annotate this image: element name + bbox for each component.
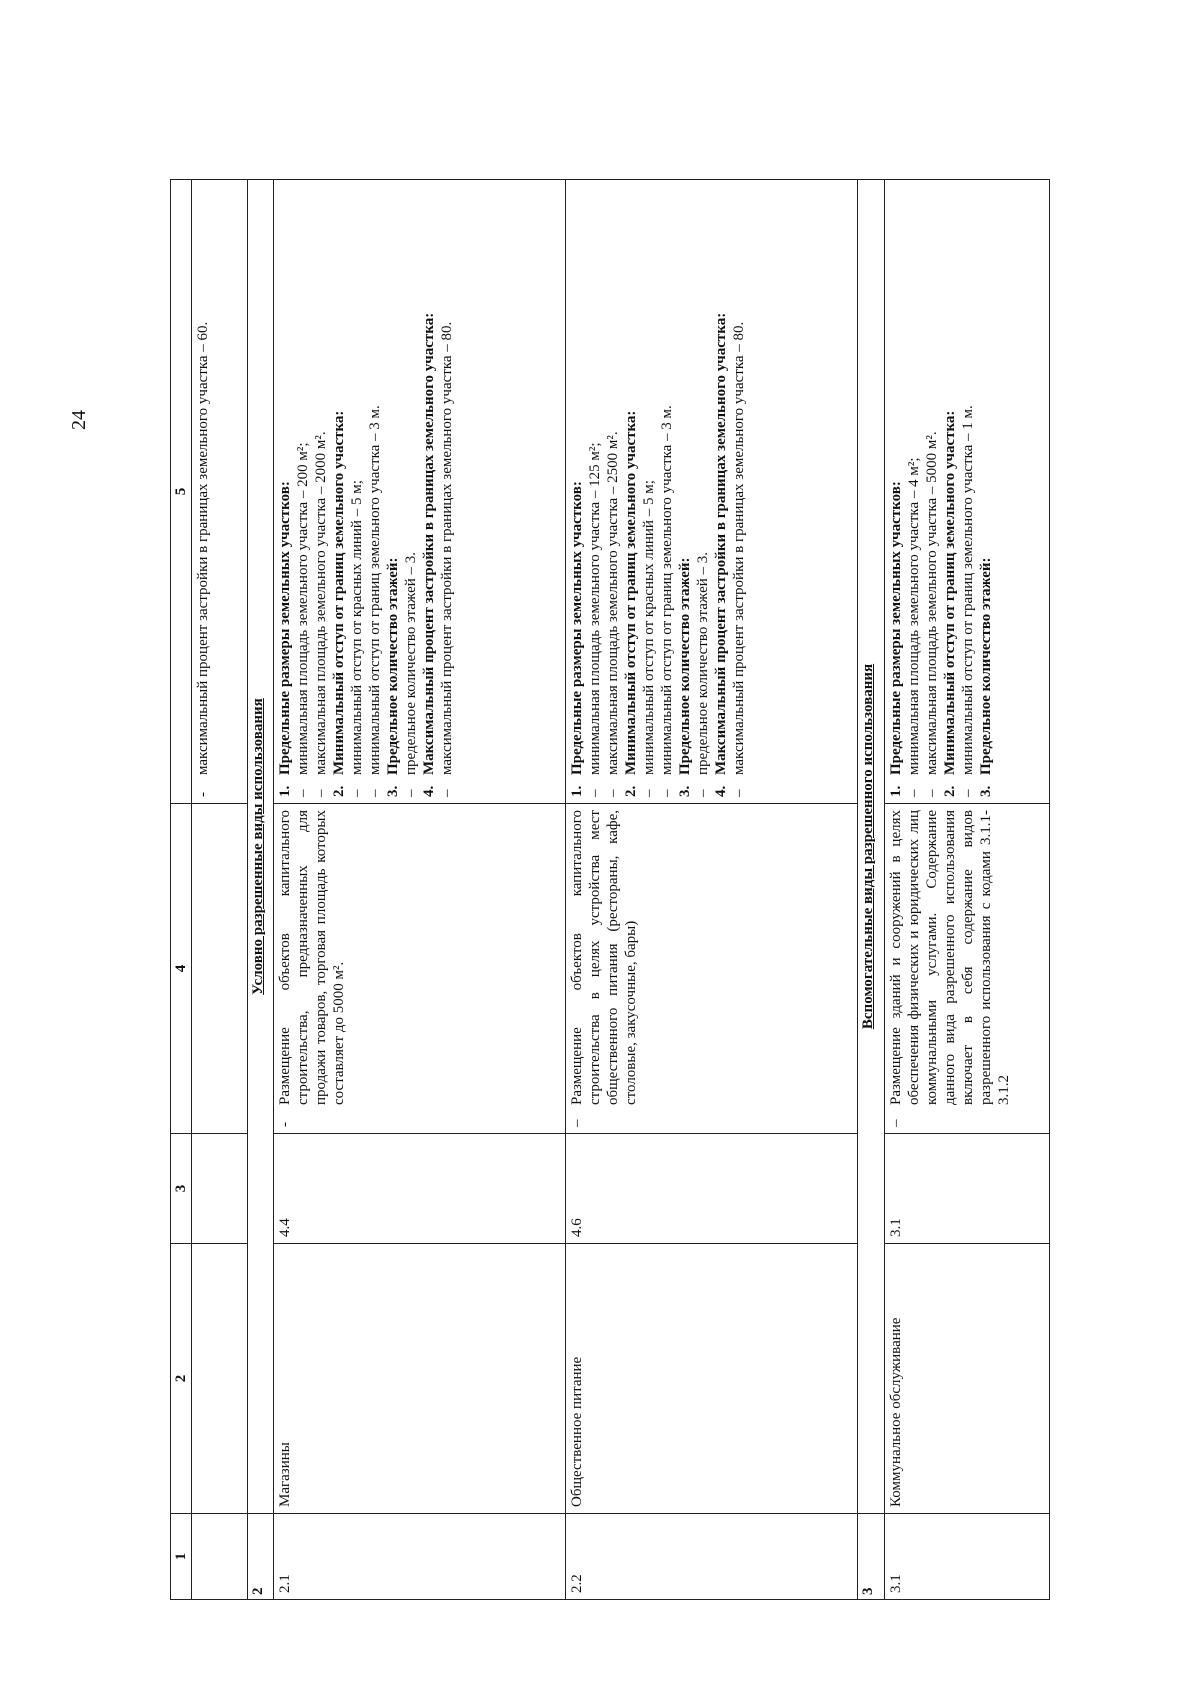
parameters-cell xyxy=(566,180,858,804)
parameter-text: максимальная площадь земельного участка – 2500 м². xyxy=(605,431,622,775)
parameter-text: минимальный отступ от границ земельного участка – 3 м. xyxy=(367,405,384,775)
section-header-row xyxy=(858,180,884,1600)
list-marker: – xyxy=(605,789,622,797)
parameter-item xyxy=(586,186,604,797)
row-number: 2.2 xyxy=(566,1514,858,1600)
parameter-item xyxy=(640,186,658,797)
parameter-item xyxy=(366,186,384,797)
parameter-item xyxy=(420,186,438,797)
parameter-item xyxy=(294,186,312,797)
list-marker: – xyxy=(403,789,420,797)
list-marker: 3. xyxy=(977,785,994,797)
parameter-item xyxy=(348,186,366,797)
land-use-table xyxy=(170,179,1050,1600)
parameter-item xyxy=(905,186,923,797)
row-number: 2.1 xyxy=(274,1514,566,1600)
list-marker: - xyxy=(195,792,211,797)
use-code: 4.4 xyxy=(274,1134,566,1244)
parameter-text: минимальный отступ от красных линий – 5 м; xyxy=(349,480,366,775)
parameter-item xyxy=(658,186,676,797)
parameter-item xyxy=(977,186,995,797)
use-description-cell xyxy=(884,804,1049,1134)
list-marker: 1. xyxy=(569,785,586,797)
list-marker: – xyxy=(959,789,976,797)
use-code: 4.6 xyxy=(566,1134,858,1244)
parameter-text: минимальный отступ от красных линий – 5 м; xyxy=(641,480,658,775)
list-marker: – xyxy=(905,789,922,797)
use-description: Размещение объектов капитального строительства, предназначенных для продажи товаров, торговая площадь которых составляет до 5000 м². xyxy=(277,810,348,1105)
continuation-text: максимальный процент застройки в границах земельного участка – 60. xyxy=(195,321,211,775)
parameter-item xyxy=(438,186,456,797)
parameter-item xyxy=(312,186,330,797)
list-marker: 4. xyxy=(421,785,438,797)
list-marker: – xyxy=(695,789,712,797)
parameter-text: Предельные размеры земельных участков: xyxy=(277,481,294,775)
table-row xyxy=(274,180,566,1600)
parameter-item xyxy=(941,186,959,797)
table-row xyxy=(884,180,1049,1600)
parameter-item xyxy=(959,186,977,797)
list-marker: – xyxy=(367,789,384,797)
parameter-text: Максимальный процент застройки в границах земельного участка: xyxy=(421,312,438,775)
section-title: Условно разрешенные виды использования xyxy=(248,180,274,1514)
column-number: 2 xyxy=(171,1244,192,1514)
parameter-item xyxy=(568,186,586,797)
list-marker: – xyxy=(887,1119,904,1127)
use-name: Общественное питание xyxy=(566,1244,858,1514)
parameter-text: максимальный процент застройки в границах земельного участка – 80. xyxy=(731,321,748,775)
parameter-text: Минимальный отступ от границ земельного участка: xyxy=(331,410,348,775)
parameter-item xyxy=(694,186,712,797)
use-code: 3.1 xyxy=(884,1134,1049,1244)
parameter-text: максимальный процент застройки в границах земельного участка – 80. xyxy=(439,321,456,775)
page-number: 24 xyxy=(68,410,90,430)
parameter-text: Предельное количество этажей: xyxy=(385,557,402,775)
list-marker: – xyxy=(731,789,748,797)
list-marker: – xyxy=(439,789,456,797)
use-description-cell xyxy=(274,804,566,1134)
parameter-text: максимальная площадь земельного участка – 5000 м². xyxy=(923,431,940,775)
column-number: 5 xyxy=(171,180,192,804)
parameter-item xyxy=(402,186,420,797)
section-number: 3 xyxy=(858,1514,884,1600)
list-marker: – xyxy=(923,789,940,797)
list-marker: 2. xyxy=(331,785,348,797)
list-marker: 2. xyxy=(941,785,958,797)
use-name: Магазины xyxy=(274,1244,566,1514)
column-number: 1 xyxy=(171,1514,192,1600)
parameters-list xyxy=(276,186,456,797)
parameters-cell xyxy=(884,180,1049,804)
parameters-list xyxy=(887,186,995,797)
use-description: Размещение зданий и сооружений в целях обеспечения физических и юридических лиц коммунальными услугами. Содержание данного вида разрешенного использования включает в себя содержание видов разрешенного использования с кодами 3.1.1-3.1.2 xyxy=(887,810,1012,1105)
parameter-text: Предельное количество этажей: xyxy=(977,557,994,775)
parameter-text: минимальная площадь земельного участка – 200 м²; xyxy=(295,442,312,775)
list-marker: 3. xyxy=(677,785,694,797)
list-marker: – xyxy=(295,789,312,797)
list-marker: - xyxy=(277,1122,294,1127)
list-marker: 4. xyxy=(713,785,730,797)
list-marker: – xyxy=(659,789,676,797)
section-header-row xyxy=(248,180,274,1600)
use-name: Коммунальное обслуживание xyxy=(884,1244,1049,1514)
parameter-text: максимальная площадь земельного участка – 2000 м². xyxy=(313,431,330,775)
parameter-text: Минимальный отступ от границ земельного участка: xyxy=(623,410,640,775)
parameter-item xyxy=(276,186,294,797)
parameter-item xyxy=(730,186,748,797)
list-marker: 2. xyxy=(623,785,640,797)
parameter-text: минимальная площадь земельного участка – 125 м²; xyxy=(587,442,604,775)
list-marker: – xyxy=(313,789,330,797)
parameter-item xyxy=(676,186,694,797)
parameters-cell xyxy=(274,180,566,804)
section-number: 2 xyxy=(248,1514,274,1600)
list-marker: – xyxy=(587,789,604,797)
continuation-row xyxy=(192,180,248,1600)
parameter-item xyxy=(712,186,730,797)
parameter-item xyxy=(887,186,905,797)
column-number: 4 xyxy=(171,804,192,1134)
table-row xyxy=(566,180,858,1600)
parameter-text: минимальная площадь земельного участка – 4 м²; xyxy=(905,457,922,775)
parameter-item xyxy=(622,186,640,797)
continuation-cell xyxy=(192,180,248,804)
column-number: 3 xyxy=(171,1134,192,1244)
parameter-text: предельное количество этажей – 3. xyxy=(695,551,712,775)
parameter-item xyxy=(923,186,941,797)
parameter-item xyxy=(330,186,348,797)
parameter-text: Максимальный процент застройки в границах земельного участка: xyxy=(713,312,730,775)
column-number-row xyxy=(171,180,192,1600)
list-marker: 1. xyxy=(887,785,904,797)
parameter-text: предельное количество этажей – 3. xyxy=(403,551,420,775)
section-title: Вспомогательные виды разрешенного использования xyxy=(858,180,884,1514)
parameters-list xyxy=(568,186,748,797)
list-marker: – xyxy=(569,1119,586,1127)
list-marker: – xyxy=(641,789,658,797)
parameter-text: Минимальный отступ от границ земельного участка: xyxy=(941,410,958,775)
parameter-text: Предельное количество этажей: xyxy=(677,557,694,775)
parameter-text: минимальный отступ от границ земельного участка – 1 м. xyxy=(959,405,976,775)
list-marker: 3. xyxy=(385,785,402,797)
list-marker: 1. xyxy=(277,785,294,797)
parameter-text: минимальный отступ от границ земельного участка – 3 м. xyxy=(659,405,676,775)
parameter-text: Предельные размеры земельных участков: xyxy=(569,481,586,775)
list-marker: – xyxy=(349,789,366,797)
row-number: 3.1 xyxy=(884,1514,1049,1600)
parameter-item xyxy=(604,186,622,797)
parameter-text: Предельные размеры земельных участков: xyxy=(887,481,904,775)
use-description: Размещение объектов капитального строительства в целях устройства мест общественного питания (рестораны, кафе, столовые, закусочные, бары) xyxy=(569,810,640,1105)
parameter-item xyxy=(384,186,402,797)
use-description-cell xyxy=(566,804,858,1134)
